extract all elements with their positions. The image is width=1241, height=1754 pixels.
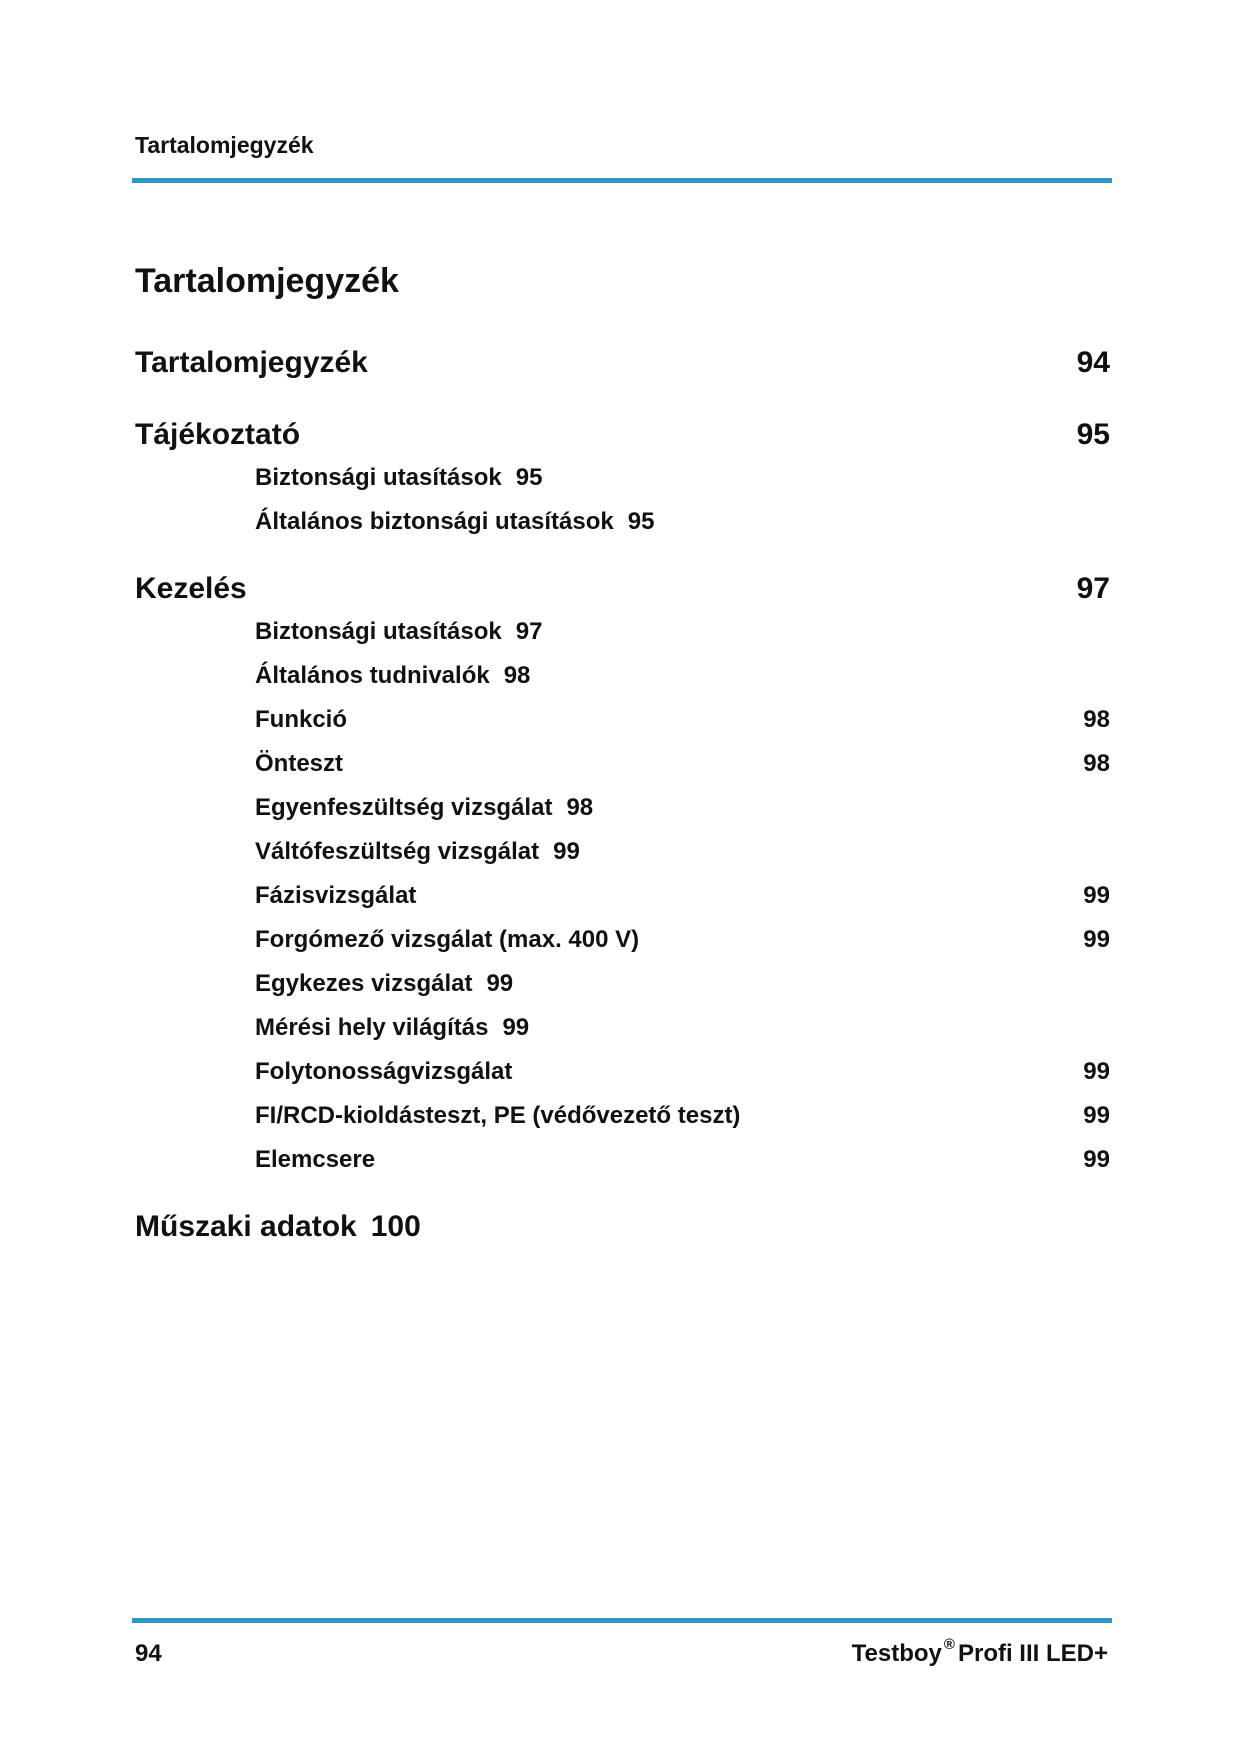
toc-entry-title: Kezelés: [135, 572, 247, 605]
toc-entry-page: 95: [1076, 418, 1110, 451]
toc-entry-title: Biztonsági utasítások: [255, 618, 502, 645]
toc-section-entry[interactable]: [255, 1144, 1110, 1176]
toc-entry-title: Egykezes vizsgálat: [255, 970, 473, 997]
toc-section-entry[interactable]: [255, 616, 1110, 648]
running-header-title: Tartalomjegyzék: [135, 132, 314, 158]
toc-section-entry[interactable]: [255, 792, 1110, 824]
toc-entry-title: Egyenfeszültség vizsgálat: [255, 794, 553, 821]
toc-section-entry[interactable]: [255, 836, 1110, 868]
toc-entry-page: 95: [627, 508, 655, 535]
toc-entry-title: Forgómező vizsgálat (max. 400 V): [255, 926, 640, 953]
toc-section-entry[interactable]: [255, 748, 1110, 780]
toc-entry-page: 99: [1083, 1058, 1110, 1085]
toc-entry-title: Folytonosságvizsgálat: [255, 1058, 513, 1085]
toc-section-entry[interactable]: [255, 1056, 1110, 1088]
toc-section-entry[interactable]: [255, 1100, 1110, 1132]
toc-entry-title: Fázisvizsgálat: [255, 882, 417, 909]
toc-entry-title: Tájékoztató: [135, 418, 301, 451]
toc-entry-title: FI/RCD-kioldásteszt, PE (védővezető teszt): [255, 1102, 741, 1129]
toc-entry-page: 100: [370, 1210, 421, 1243]
toc-entry-page: 99: [1083, 1102, 1110, 1129]
table-of-contents: [135, 342, 1110, 1248]
footer-page-number: 94: [135, 1640, 162, 1667]
toc-entry-page: 99: [486, 970, 514, 997]
toc-section-entry[interactable]: [255, 506, 1110, 538]
brand-name: Testboy: [851, 1640, 942, 1667]
toc-entry-title: Váltófeszültség vizsgálat: [255, 838, 540, 865]
toc-entry-page: 98: [503, 662, 531, 689]
toc-chapter-entry[interactable]: [135, 568, 1110, 610]
toc-entry-title: Funkció: [255, 706, 348, 733]
toc-entry-page: 99: [1083, 926, 1110, 953]
toc-entry-page: 99: [1083, 1146, 1110, 1173]
toc-section-entry[interactable]: [255, 924, 1110, 956]
toc-section-entry[interactable]: [255, 704, 1110, 736]
toc-entry-page: 99: [502, 1014, 530, 1041]
toc-entry-page: 99: [553, 838, 580, 865]
toc-entry-page: 97: [1076, 572, 1110, 605]
toc-entry-title: Elemcsere: [255, 1146, 376, 1173]
page-title: Tartalomjegyzék: [135, 262, 399, 300]
toc-entry-page: 98: [1083, 750, 1110, 777]
toc-entry-title: Tartalomjegyzék: [135, 346, 368, 379]
product-name: Profi III LED+: [957, 1640, 1108, 1667]
toc-section-entry[interactable]: [255, 1012, 1110, 1044]
toc-entry-title: Önteszt: [255, 750, 344, 777]
toc-entry-title: Általános biztonsági utasítások: [255, 508, 614, 535]
toc-section-entry[interactable]: [255, 660, 1110, 692]
toc-entry-title: Biztonsági utasítások: [255, 464, 502, 491]
toc-section-entry[interactable]: [255, 462, 1110, 494]
toc-entry-page: 98: [1083, 706, 1110, 733]
toc-entry-page: 99: [1083, 882, 1110, 909]
toc-entry-page: 97: [515, 618, 543, 645]
header-rule: [132, 178, 1112, 183]
toc-entry-title: Általános tudnivalók: [255, 662, 490, 689]
toc-chapter-entry[interactable]: [135, 342, 1110, 384]
footer-brand: [851, 1636, 1108, 1668]
toc-entry-page: 94: [1076, 346, 1110, 379]
toc-entry-title: Műszaki adatok: [135, 1210, 357, 1243]
toc-entry-page: 98: [566, 794, 594, 821]
registered-mark: ®: [943, 1636, 955, 1653]
toc-entry-title: Mérési hely világítás: [255, 1014, 489, 1041]
toc-section-entry[interactable]: [255, 968, 1110, 1000]
toc-chapter-entry[interactable]: [135, 414, 1110, 456]
footer-rule: [132, 1618, 1112, 1623]
toc-chapter-entry[interactable]: [135, 1206, 1110, 1248]
toc-section-entry[interactable]: [255, 880, 1110, 912]
toc-entry-page: 95: [515, 464, 543, 491]
